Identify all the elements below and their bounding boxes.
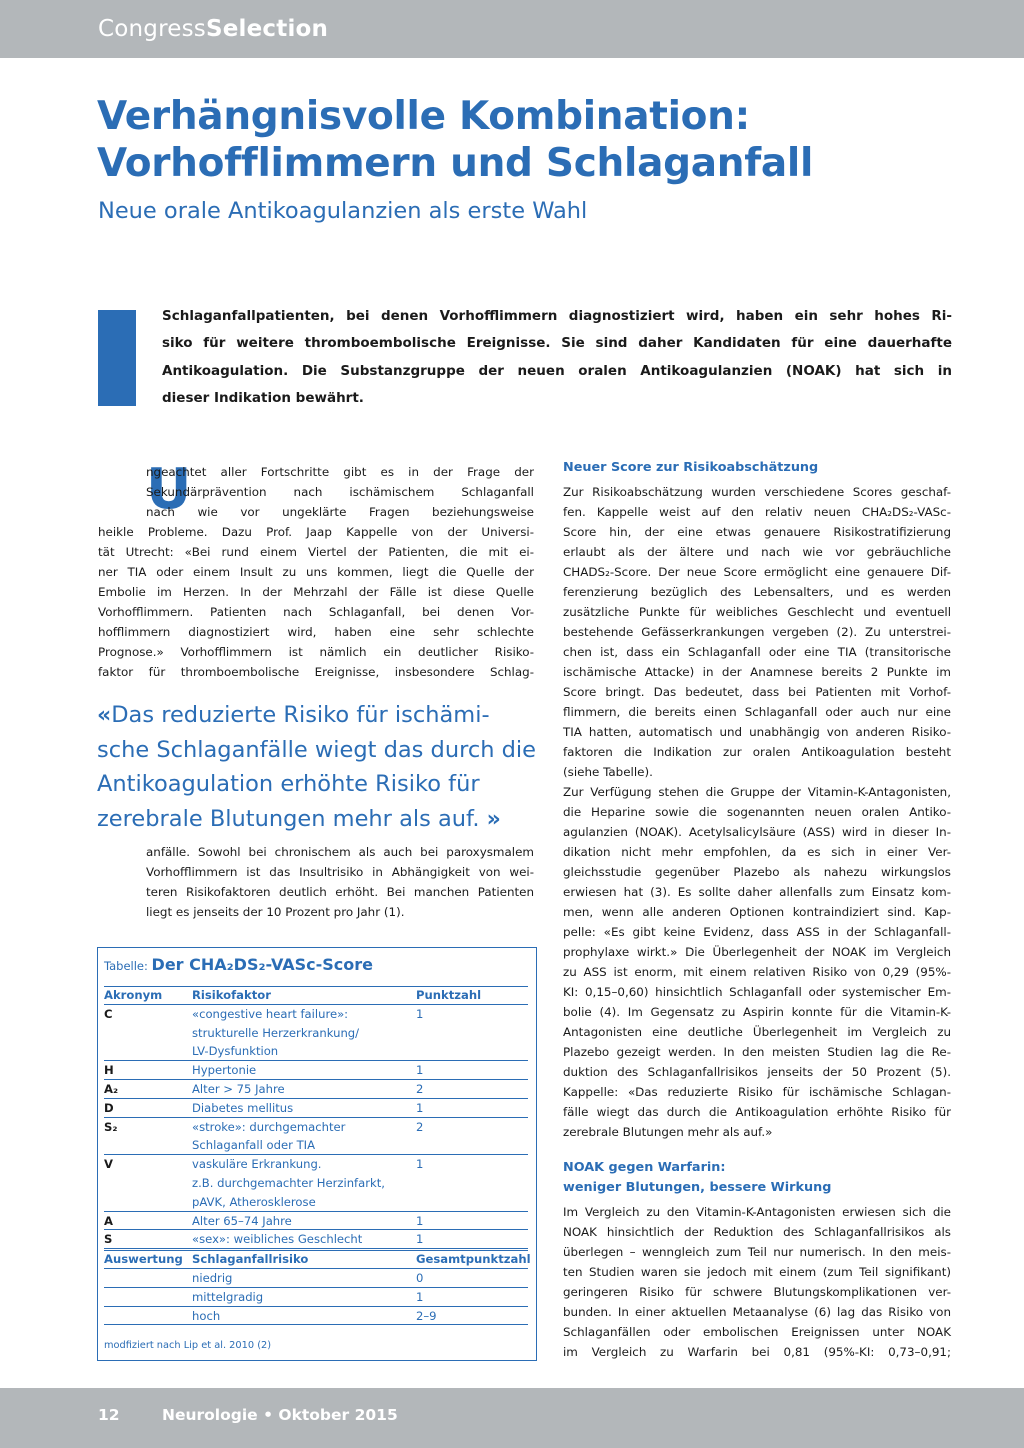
text-line: nach wie vor ungeklärte Fragen beziehungsweise [146,505,534,519]
text-line: fälle wiegt das durch die Antikoagulation erhöhte Risiko für [563,1105,951,1119]
text-line: anfälle. Sowohl bei chronischem als auch bei paroxysmalem [146,845,534,859]
journal-issue: Neurologie • Oktober 2015 [162,1406,398,1424]
text-line: bunden. In einer aktuellen Metaanalyse (6) lag das Risiko von [563,1305,951,1319]
table-rule [104,1211,528,1212]
table-footnote: modfiziert nach Lip et al. 2010 (2) [104,1340,272,1351]
table-cell: Risikofaktor [192,988,271,1002]
pull-quote-line [97,802,537,837]
table-cell: Hypertonie [192,1063,257,1078]
table-cell: z.B. durchgemachter Herzinfarkt, [192,1175,385,1190]
table-rule [104,986,528,987]
text-line: Zur Risikoabschätzung wurden verschiedene Scores geschaf- [563,485,951,499]
table-cell: S [104,1232,113,1247]
article-subtitle: Neue orale Antikoagulanzien als erste Wahl [98,198,588,224]
text-line: die Heparine sowie die sogenannten neuen oralen Antiko- [563,805,951,819]
text-line: teren Risikofaktoren deutlich erhöht. Bei manchen Patienten [146,885,534,899]
table-cell: 2 [416,1119,424,1134]
lead-paragraph [162,303,952,413]
table-cell: A [104,1213,113,1228]
text-line: Vorhofflimmern. Patienten nach Schlaganfall, bei denen Vor- [98,605,534,619]
text-line: tät Utrecht: «Bei rund einem Viertel der Patienten, die mit ei- [98,545,534,559]
section-heading-score: Neuer Score zur Risikoabschätzung [563,460,819,475]
quote-open-mark: « [97,703,112,728]
text-line: erlaubt als der ältere und nach wie vor gebräuchliche [563,545,951,559]
text-line: im Vergleich zu Warfarin bei 0,81 (95%-KI: 0,73–0,91; [563,1345,951,1359]
text-line: heikle Probleme. Dazu Prof. Jaap Kappelle von der Universi- [98,525,534,539]
table-cell: C [104,1006,113,1021]
text-line: zu ASS ist enorm, mit einem relativen Risiko von 0,29 (95%- [563,965,951,979]
text-line: Embolie im Herzen. In der Mehrzahl der Fälle ist diese Quelle [98,585,534,599]
table-rule [104,1079,528,1080]
text-line: bestehende Gefässerkrankungen vergeben (2). Zu unterstrei- [563,625,951,639]
table-cell: 1 [416,1289,424,1304]
pull-quote-line: sche Schlaganfälle wiegt das durch die [97,737,536,764]
table-rule [104,1117,528,1118]
article-title-line: Verhängnisvolle Kombination: [97,94,750,139]
text-line: Im Vergleich zu den Vitamin-K-Antagonisten erwiesen sich die [563,1205,951,1219]
text-line: Plazebo gezeigt werden. In den meisten Studien lag die Re- [563,1045,951,1059]
table-rule [104,1306,528,1307]
text-line: dikation nicht mehr empfohlen, da es sich in einer Ver- [563,845,951,859]
table-cell: S₂ [104,1119,118,1134]
table-cell: LV-Dysfunktion [192,1044,279,1059]
text-line: CHADS₂-Score. Der neue Score ermöglicht eine genauere Dif- [563,565,951,579]
text-line: Prognose.» Vorhofflimmern ist nämlich ein deutlicher Risiko- [98,645,534,659]
table-cell: Alter > 75 Jahre [192,1082,285,1096]
text-line: ner TIA oder einem Insult zu uns kommen, liegt die Quelle der [98,565,534,579]
table-cell: Akronym [104,988,163,1002]
table-rule [104,1248,528,1249]
pull-quote-line: Antikoagulation erhöhte Risiko für [97,771,480,798]
text-line: pelle: «Es gibt keine Evidenz, dass ASS in der Schlaganfall- [563,925,951,939]
text-line: überlegen – wenngleich zum Teil nur numerisch. In den meis- [563,1245,951,1259]
text-line: Vorhofflimmern ist das Insultrisiko in Abhängigkeit von wei- [146,865,534,879]
table-cell: 1 [416,1063,424,1078]
left-column-text-2 [146,842,534,922]
section-heading-line: weniger Blutungen, bessere Wirkung [563,1179,832,1195]
text-line: Score bringt. Das bedeutet, dass bei Patienten mit Vorhof- [563,685,951,699]
table-cell: «sex»: weibliches Geschlecht [192,1232,363,1247]
table-caption-title: Der CHA₂DS₂-VASc-Score [151,955,374,974]
text-line: Schlaganfällen oder embolischen Ereignissen unter NOAK [563,1325,951,1339]
pull-quote-text: zerebrale Blutungen mehr als auf. [97,805,480,832]
lead-line: Schlaganfallpatienten, bei denen Vorhofflimmern diagnostiziert wird, haben ein sehr hohes Ri- [162,308,952,324]
text-line: ferenzierung bezüglich des Lebensalters, und es werden [563,585,951,599]
right-column-text-2 [563,1202,951,1362]
text-line: men, wenn alle anderen Optionen kontraindiziert sind. Kap- [563,905,951,919]
table-row [104,1157,528,1213]
text-line: duktion des Schlaganfallrisikos jenseits der 50 Prozent (5). [563,1065,951,1079]
table-caption-prefix: Tabelle: [104,959,148,973]
text-line: Sekundärprävention nach ischämischem Schlaganfall [146,485,534,499]
table-row [104,1007,528,1063]
text-line: gleichsstudie gegenüber Plazebo als nahezu wirkungslos [563,865,951,879]
table-cell: Auswertung [104,1252,183,1267]
table-cell: Schlaganfall oder TIA [192,1138,316,1153]
table-rule [104,1324,528,1325]
text-line: faktor für thromboembolische Ereignisse, insbesondere Schlag- [98,665,534,679]
table-cell: 1 [416,1213,424,1228]
pull-quote-line [97,698,537,733]
text-line: prophylaxe wirkt.» Die Überlegenheit der NOAK im Vergleich [563,945,951,959]
text-line: Kappelle: «Das reduzierte Risiko für ischämische Schlagan- [563,1085,951,1099]
text-line: liegt es jenseits der 10 Prozent pro Jahr (1). [146,905,405,919]
table-cell: 1 [416,1232,424,1247]
text-line: (siehe Tabelle). [563,765,653,779]
footer-bar [0,1388,1024,1448]
lead-line: dieser Indikation bewährt. [162,390,364,407]
section-heading-line: NOAK gegen Warfarin: [563,1160,726,1175]
table-cell: «stroke»: durchgemachter [192,1119,346,1134]
table-rule [104,1098,528,1099]
right-column-text-1 [563,482,951,1142]
left-column-text-1 [98,457,534,682]
page-number: 12 [98,1406,120,1424]
table-cell: Alter 65–74 Jahre [192,1213,292,1228]
table-cell: 2 [416,1082,424,1096]
text-line: ngeachtet aller Fortschritte gibt es in der Frage der [146,465,534,479]
table-rule [104,1060,528,1061]
brand-light: Congress [98,16,206,42]
table-cell: 2–9 [416,1308,437,1323]
article-title-line: Vorhofflimmern und Schlaganfall [97,141,814,186]
table-cell: niedrig [192,1271,233,1285]
pull-quote-text: Das reduzierte Risiko für ischämi- [111,702,490,728]
table-rule [104,1287,528,1288]
pull-quote [97,698,537,837]
table-cell: strukturelle Herzerkrankung/ [192,1025,360,1040]
lead-line: siko für weitere thromboembolische Ereignisse. Sie sind daher Kandidaten für eine dauerhafte [162,335,952,352]
brand-bold: Selection [205,16,329,42]
table-rule [104,1250,528,1251]
table-cell: 1 [416,1006,424,1021]
table-cell: Schlaganfallrisiko [192,1252,309,1267]
text-line: agulanzien (NOAK). Acetylsalicylsäure (ASS) wird in dieser In- [563,825,951,839]
text-line: fen. Kappelle weist auf den relativ neuen CHA₂DS₂-VASc- [563,505,951,519]
text-line: chen ist, dass ein Schlaganfall oder eine TIA (transitorische [563,645,951,659]
table-cell: vaskuläre Erkrankung. [192,1157,322,1172]
table-row [104,1120,528,1158]
table-cell: hoch [192,1308,221,1323]
text-line: zerebrale Blutungen mehr als auf.» [563,1125,773,1139]
table-cell: 1 [416,1157,424,1172]
table-cell: D [104,1100,114,1115]
table-rule [104,1004,528,1005]
table-rule [104,1154,528,1155]
table-cell: «congestive heart failure»: [192,1006,349,1021]
drop-cap: U [146,457,192,522]
lead-initial-bar [98,310,136,406]
text-line: erwiesen hat (3). Es sollte daher allenfalls zum Einsatz kom- [563,885,951,899]
text-line: Zur Verfügung stehen die Gruppe der Vitamin-K-Antagonisten, [563,785,951,799]
text-line: hofflimmern diagnostiziert wird, haben eine sehr schlechte [98,625,534,639]
text-line: ten Studien waren sie jedoch mit einem (zum Teil signifikant) [563,1265,951,1279]
text-line: zusätzliche Punkte für weibliches Geschlecht und eventuell [563,605,951,619]
table-rule [104,1229,528,1230]
article-title [97,93,977,187]
table-caption [104,955,373,974]
text-line: Score hin, der eine etwas genauere Risikostratifizierung [563,525,951,539]
table-rule [104,1268,528,1269]
table-cell: Diabetes mellitus [192,1100,294,1115]
text-line: bolie (4). Im Gegensatz zu Aspirin konnte für die Vitamin-K- [563,1005,951,1019]
section-heading-noak [563,1158,831,1197]
brand-logo [98,18,328,41]
text-line: faktoren die Indikation zur oralen Antikoagulation besteht [563,745,951,759]
table-cell: 1 [416,1100,424,1115]
text-line: geringeren Risiko für schwere Blutungskomplikationen ver- [563,1285,951,1299]
table-cell: mittelgradig [192,1289,264,1304]
table-cell: V [104,1157,113,1172]
table-cell: Gesamtpunktzahl [416,1252,531,1267]
table-cell: A₂ [104,1082,119,1096]
text-line: NOAK hinsichtlich der Reduktion des Schlaganfallrisikos als [563,1225,951,1239]
lead-line: Antikoagulation. Die Substanzgruppe der neuen oralen Antikoagulanzien (NOAK) hat sich in [162,362,952,379]
table-cell: Punktzahl [416,988,482,1002]
quote-close-mark: » [486,806,501,832]
table-cell: H [104,1063,114,1078]
text-line: flimmern, die bereits einen Schlaganfall oder auch nur eine [563,705,951,719]
text-line: Antagonisten eine deutliche Überlegenheit im Vergleich zu [563,1025,951,1039]
text-line: TIA hatten, automatisch und unabhängig von anderen Risiko- [563,725,951,739]
table-cell: pAVK, Atherosklerose [192,1194,316,1209]
text-line: ischämische Attacke) in der Anamnese bereits 2 Punkte im [563,665,951,679]
text-line: KI: 0,15–0,60) hinsichtlich Schlaganfall oder systemischer Em- [563,985,951,999]
table-cell: 0 [416,1271,424,1285]
